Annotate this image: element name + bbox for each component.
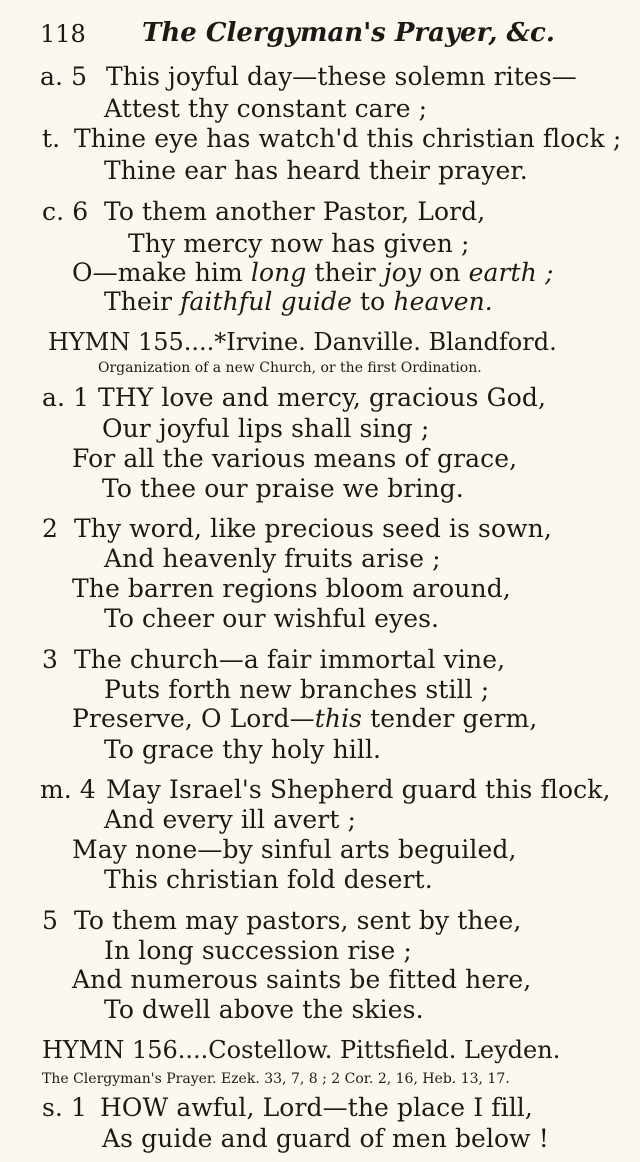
- verse-mark: a. 1: [42, 383, 90, 412]
- verse-mark: m. 4: [40, 775, 96, 804]
- verse-line: And every ill avert ;: [104, 805, 357, 834]
- verse-line: For all the various means of grace,: [72, 444, 518, 473]
- verse-line: To grace thy holy hill.: [104, 735, 382, 764]
- verse-line: Their faithful guide to heaven.: [104, 287, 493, 316]
- verse-mark: t.: [42, 124, 61, 153]
- verse-line: And heavenly fruits arise ;: [104, 544, 441, 573]
- verse-line: As guide and guard of men below !: [102, 1124, 549, 1153]
- verse-line: May none—by sinful arts beguiled,: [72, 835, 517, 864]
- hymn-title: HYMN 155....*Irvine. Danville. Blandford.: [48, 328, 557, 356]
- verse-line: To them another Pastor, Lord,: [104, 197, 486, 226]
- verse-mark: s. 1: [42, 1093, 88, 1122]
- verse-line: May Israel's Shepherd guard this flock,: [106, 775, 611, 804]
- verse-line: Thine eye has watch'd this christian flock ;: [74, 124, 622, 153]
- verse-line: And numerous saints be fitted here,: [72, 965, 532, 994]
- verse-line: In long succession rise ;: [104, 936, 412, 965]
- verse-line: Thy mercy now has given ;: [128, 229, 470, 258]
- verse-line: THY love and mercy, gracious God,: [98, 383, 547, 412]
- verse-line: Thy word, like precious seed is sown,: [74, 514, 552, 543]
- verse-line: To them may pastors, sent by thee,: [74, 906, 522, 935]
- page-number: 118: [40, 20, 86, 48]
- verse-mark: a. 5: [40, 62, 88, 91]
- verse-line: The church—a fair immortal vine,: [74, 645, 506, 674]
- verse-line: Thine ear has heard their prayer.: [104, 156, 528, 185]
- hymn-title: HYMN 156....Costellow. Pittsfield. Leyden.: [42, 1036, 561, 1064]
- verse-line: To thee our praise we bring.: [102, 474, 464, 503]
- verse-line: Preserve, O Lord—this tender germ,: [72, 704, 538, 733]
- verse-line: This joyful day—these solemn rites—: [106, 62, 577, 91]
- running-title: The Clergyman's Prayer, &c.: [142, 18, 555, 48]
- verse-line: Puts forth new branches still ;: [104, 675, 490, 704]
- verse-line: Our joyful lips shall sing ;: [102, 414, 430, 443]
- verse-line: Attest thy constant care ;: [104, 94, 428, 123]
- verse-mark: 3: [42, 645, 59, 674]
- verse-mark: c. 6: [42, 197, 89, 226]
- verse-line: To dwell above the skies.: [104, 995, 424, 1024]
- verse-line: To cheer our wishful eyes.: [104, 604, 440, 633]
- hymn-subtitle: Organization of a new Church, or the first Ordination.: [98, 360, 482, 376]
- verse-mark: 5: [42, 906, 59, 935]
- verse-line: This christian fold desert.: [104, 865, 433, 894]
- hymn-subtitle: The Clergyman's Prayer. Ezek. 33, 7, 8 ; 2 Cor. 2, 16, Heb. 13, 17.: [42, 1071, 510, 1087]
- verse-mark: 2: [42, 514, 59, 543]
- verse-line: The barren regions bloom around,: [72, 574, 511, 603]
- verse-line: O—make him long their joy on earth ;: [72, 258, 554, 287]
- verse-line: HOW awful, Lord—the place I fill,: [100, 1093, 533, 1122]
